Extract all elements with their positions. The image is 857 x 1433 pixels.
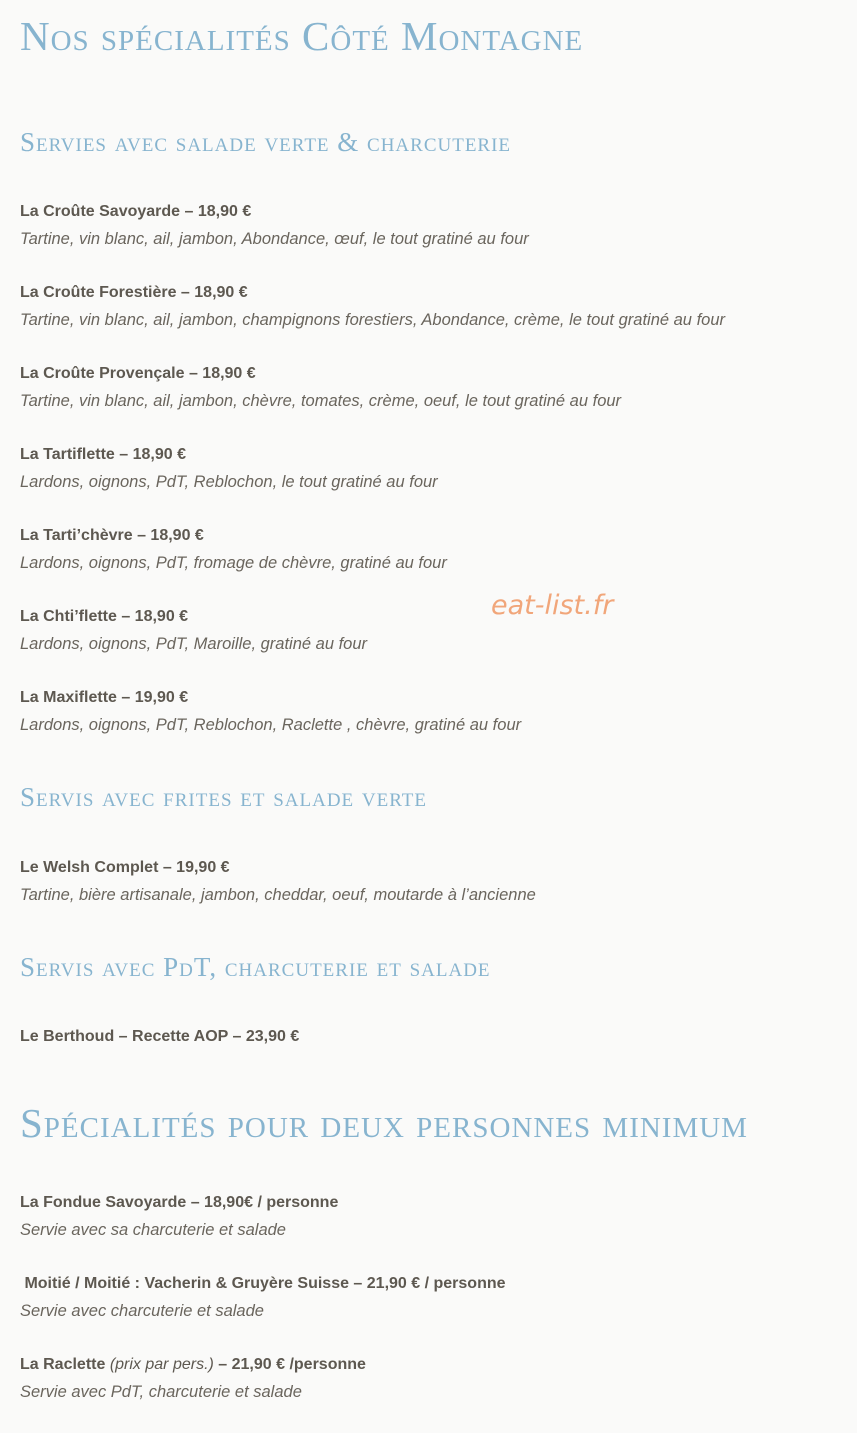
menu-item-description: Lardons, oignons, PdT, Maroille, gratiné au four [20,635,368,653]
menu-item-title: La Fondue Savoyarde – 18,90€ / personne [20,1194,339,1211]
menu-item-description: Lardons, oignons, PdT, Reblochon, Raclette , chèvre, gratiné au four [20,716,522,734]
menu-item-title: La Tartiflette – 18,90 € [20,446,186,463]
section-heading-frites-salade: Servis avec frites et salade verte [20,782,427,812]
raclette-title-name: La Raclette [20,1356,110,1373]
menu-item-title: Le Berthoud – Recette AOP – 23,90 € [20,1028,300,1045]
menu-item [20,446,438,492]
menu-item [20,1194,338,1240]
menu-item-title: La Chti’flette – 18,90 € [20,608,189,625]
menu-item [20,1356,366,1402]
menu-item [20,1028,299,1055]
watermark: eat-list.fr [491,590,614,621]
page-title: Nos spécialités Côté Montagne [20,13,584,59]
menu-item-description: Servie avec sa charcuterie et salade [20,1221,286,1239]
menu-item-title: Le Welsh Complet – 19,90 € [20,859,230,876]
menu-item [20,365,621,411]
menu-item-title: La Tarti’chèvre – 18,90 € [20,527,204,544]
menu-item [20,284,725,330]
menu-item-description: Tartine, vin blanc, ail, jambon, Abondance, œuf, le tout gratiné au four [20,230,529,248]
menu-item-title [20,1356,366,1383]
menu-item [20,203,529,249]
raclette-title-price: – 21,90 € /personne [213,1356,366,1373]
menu-item-description: Lardons, oignons, PdT, Reblochon, le tout gratiné au four [20,473,438,491]
menu-item [20,689,521,735]
menu-item-title: La Croûte Savoyarde – 18,90 € [20,203,252,220]
menu-item-description: Servie avec charcuterie et salade [20,1302,264,1320]
menu-item-description: Tartine, vin blanc, ail, jambon, champignons forestiers, Abondance, crème, le tout gratiné au four [20,311,726,329]
raclette-title-note: (prix par pers.) [109,1356,214,1373]
section-heading-pdt-charcuterie: Servis avec PdT, charcuterie et salade [20,952,491,982]
menu-item [20,859,536,905]
menu-item-description: Lardons, oignons, PdT, fromage de chèvre, gratiné au four [20,554,447,572]
menu-item-title: La Croûte Forestière – 18,90 € [20,284,248,301]
menu-item [20,527,447,573]
menu-item-description: Servie avec PdT, charcuterie et salade [20,1383,302,1401]
menu-item [20,608,367,654]
section-heading-salade-charcuterie: Servies avec salade verte & charcuterie [20,127,512,157]
menu-item-title: Moitié / Moitié : Vacherin & Gruyère Suisse – 21,90 € / personne [20,1275,506,1292]
menu-item-description: Tartine, vin blanc, ail, jambon, chèvre, tomates, crème, oeuf, le tout gratiné au four [20,392,622,410]
menu-item-title: La Croûte Provençale – 18,90 € [20,365,256,382]
section-title-duo: Spécialités pour deux personnes minimum [20,1100,748,1146]
menu-item-title: La Maxiflette – 19,90 € [20,689,189,706]
menu-item [20,1275,506,1321]
menu-item-description: Tartine, bière artisanale, jambon, cheddar, oeuf, moutarde à l’ancienne [20,886,536,904]
